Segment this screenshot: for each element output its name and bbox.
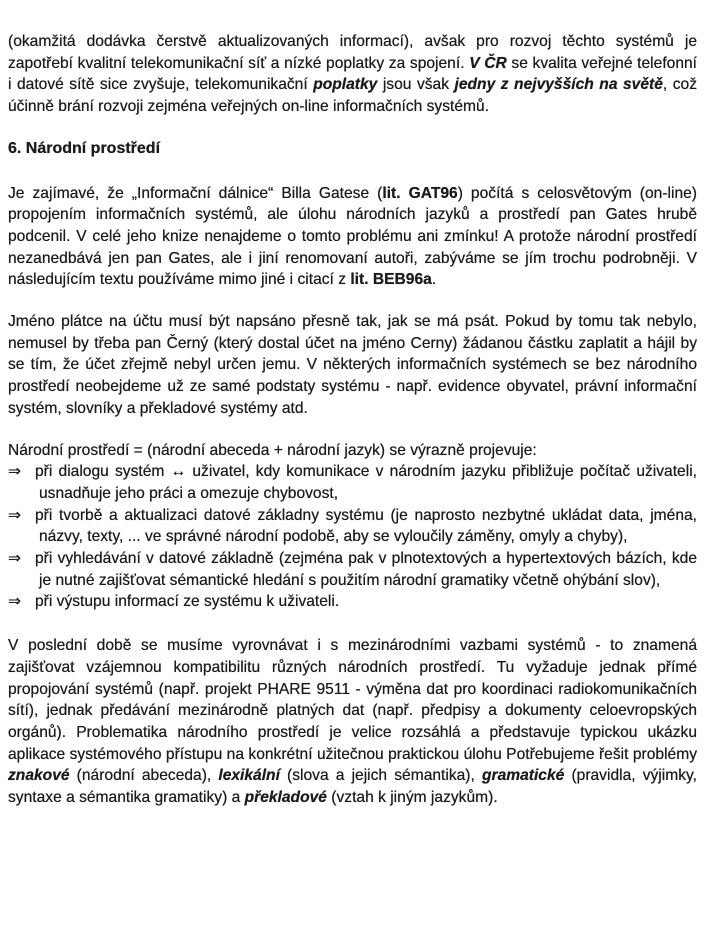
text-run: při výstupu informací ze systému k uživateli. bbox=[35, 593, 340, 611]
text-run: (okamžitá dodávka čerstvě aktualizovaných informací), avšak pro rozvoj těchto systémů je zapotřebí kvalitní telekomunikační síť a nízké poplatky za spojení. bbox=[8, 33, 697, 72]
list-item-output bbox=[8, 591, 697, 613]
text-run: 6. Národní prostředí bbox=[8, 139, 161, 157]
double-arrow-icon: ⇒ bbox=[8, 550, 22, 568]
section-heading bbox=[8, 138, 697, 160]
closing-paragraph bbox=[8, 635, 697, 809]
text-run: V ČR bbox=[469, 54, 507, 72]
text-run: V poslední době se musíme vyrovnávat i s mezinárodními vazbami systémů - to znamená zajišťovat vzájemnou kompatibilitu různých národních prostředí. Tu vyžaduje jednak přímé propojování systémů (např. projekt PHARE 9511 - výměna dat pro koordinaci radiokomunikačních sítí), jednak předávání mezinárodně platných dat (např. předpisy a dokumenty celoevropských orgánů). Problematika národního prostředí je velice rozsáhlá a představuje typickou ukázku aplikace systémového přístupu na konkrétní užitečnou praktickou úlohu Potřebujeme řešit problémy bbox=[8, 637, 697, 763]
list-item-data-entry bbox=[8, 505, 697, 548]
text-run: jedny z nejvyšších na světě bbox=[454, 76, 663, 94]
text-run: překladové bbox=[244, 789, 327, 807]
double-arrow-icon: ⇒ bbox=[8, 593, 22, 611]
double-arrow-icon: ⇒ bbox=[8, 463, 22, 481]
text-run: poplatky bbox=[313, 76, 378, 94]
text-run: Jméno plátce na účtu musí být napsáno přesně tak, jak se má psát. Pokud by tomu tak nebylo, nemusel by třeba pan Černý (který dostal účet na jméno Cerny) žádanou částku zaplatit a hájil by se tím, že účet zřejmě nebyl určen jemu. V některých informačních systémech se bez národního prostředí neobejdeme už ze samé podstaty systému - např. evidence obyvatel, právní informační systém, slovníky a překladové systémy atd. bbox=[8, 313, 697, 417]
text-run: (národní abeceda), bbox=[69, 767, 219, 785]
text-run: lit. BEB96a bbox=[350, 271, 432, 289]
text-run: lit. GAT96 bbox=[382, 184, 458, 202]
list-item-dialog bbox=[8, 461, 697, 504]
text-run: při dialogu systém ↔ uživatel, kdy komunikace v národním jazyku přibližuje počítač uživateli, usnadňuje jeho práci a omezuje chybovost, bbox=[35, 463, 697, 502]
payer-name-paragraph bbox=[8, 311, 697, 420]
list-item-text bbox=[35, 550, 697, 589]
text-run: při tvorbě a aktualizaci datové základny systému (je naprosto nezbytné ukládat data, jména, názvy, texty, ... ve správné národní podobě, aby se vyloučily záměny, omyly a chyby), bbox=[35, 506, 697, 546]
text-run: Je zajímavé, že „Informační dálnice“ Billa Gatese ( bbox=[8, 184, 383, 202]
text-run: ) počítá s celosvětovým (on-line) propojením informačních systémů, ale úlohu národních jazyků a prostředí pan Gates hrubě podcenil. V celé jeho knize nenajdeme o tomto problému ani zmínku! A protože národní prostředí nezanedbává jen pan Gates, ale i jiní renomovaní autoři, zabýváme se jím trochu podrobněji. V následujícím textu používáme mimo jiné i citací z bbox=[8, 184, 697, 289]
list-item-search bbox=[8, 548, 697, 591]
text-run: (slova a jejich sémantika), bbox=[279, 767, 482, 785]
gates-paragraph bbox=[8, 183, 697, 292]
text-run: znakové bbox=[8, 767, 70, 785]
text-run: jsou však bbox=[377, 76, 455, 94]
double-arrow-icon: ⇒ bbox=[8, 506, 22, 524]
text-run: (pravidla, výjimky, syntaxe a sémantika gramatiky) a bbox=[8, 767, 697, 807]
text-run: se kvalita veřejné telefonní i datové sítě sice zvyšuje, telekomunikační bbox=[8, 54, 698, 94]
text-run: lexikální bbox=[218, 767, 280, 785]
intro-paragraph bbox=[8, 31, 697, 118]
text-run: při vyhledávání v datové základně (zejména pak v plnotextových a hypertextových bázích, kde je nutné zajišťovat sémantické hledání s použitím národní gramatiky včetně ohýbání slov), bbox=[35, 550, 697, 589]
list-item-text bbox=[35, 507, 697, 546]
text-run: gramatické bbox=[481, 767, 565, 785]
text-run: , což účinně brání rozvoji zejména veřejných on-line informačních systémů. bbox=[8, 76, 698, 116]
list-item-text bbox=[35, 463, 697, 502]
arrow-bullet-list bbox=[8, 461, 697, 613]
list-item-text bbox=[35, 593, 339, 610]
text-run: (vztah k jiným jazykům). bbox=[326, 789, 498, 807]
text-run: Národní prostředí = (národní abeceda + národní jazyk) se výrazně projevuje: bbox=[8, 441, 537, 459]
text-run: . bbox=[431, 271, 437, 289]
definition-lead-paragraph bbox=[8, 440, 697, 462]
